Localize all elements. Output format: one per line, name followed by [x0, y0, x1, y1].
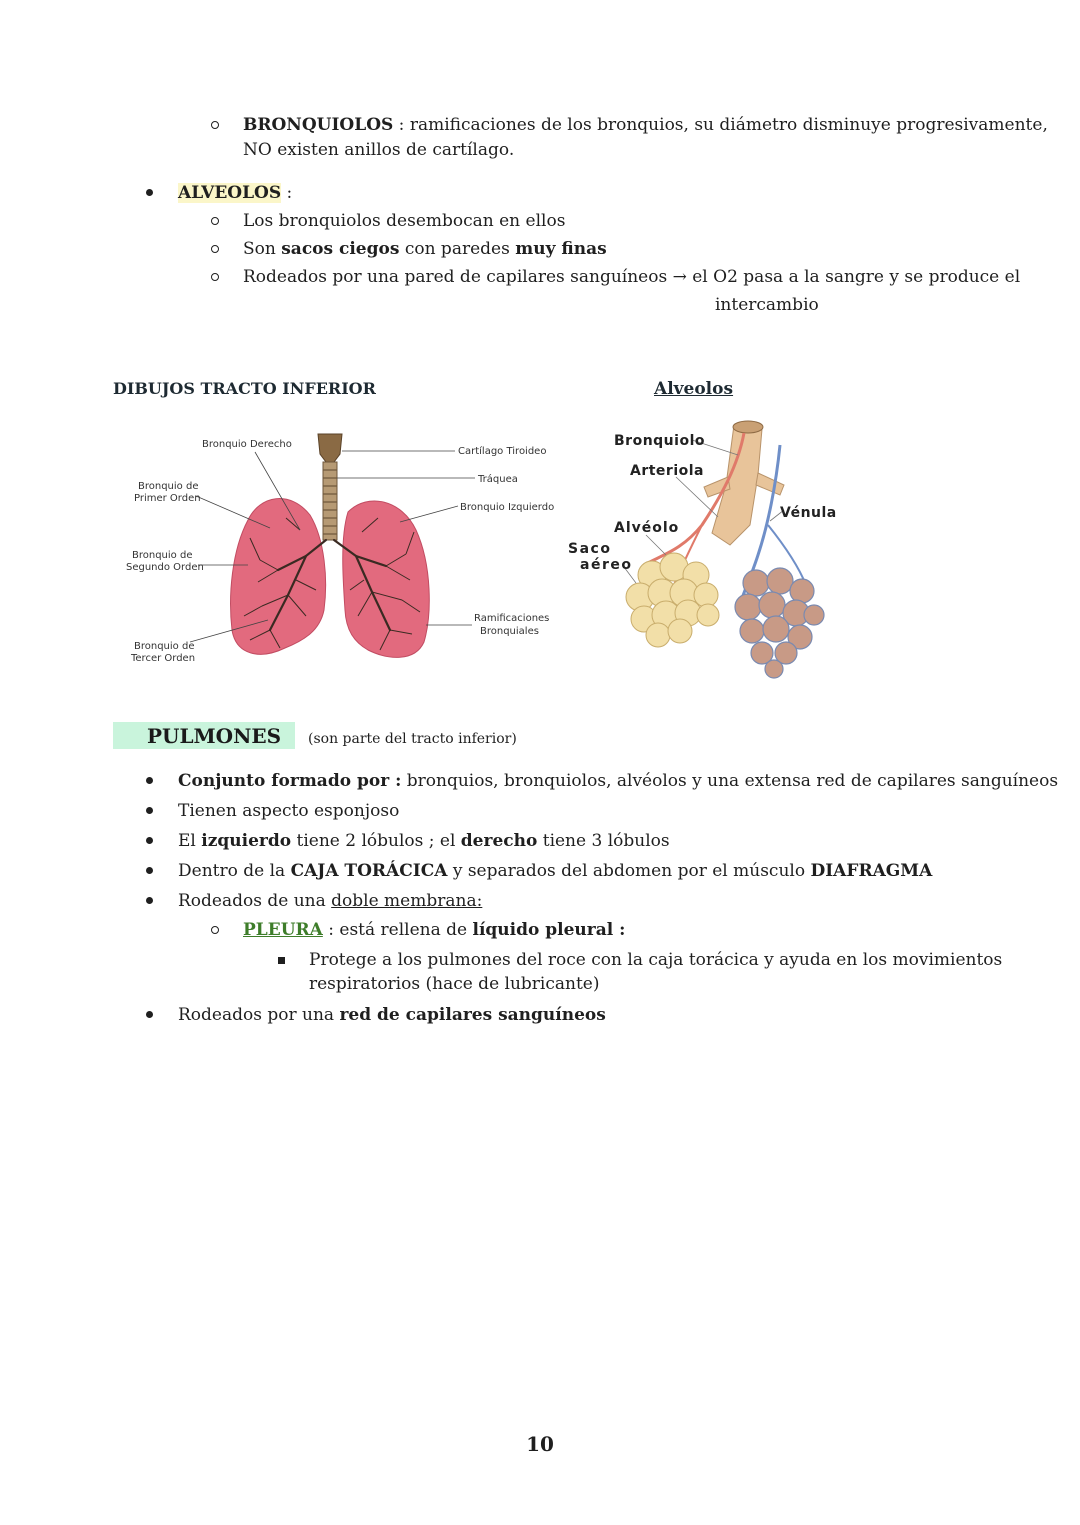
label-ramificaciones-1: Ramificaciones [474, 613, 550, 624]
label-tercer-orden-2: Tercer Orden [131, 653, 196, 664]
label-ramificaciones-2: Bronquiales [480, 626, 539, 637]
left-lung-shape [343, 501, 430, 657]
alveolos-item-2 [243, 237, 607, 261]
page-number: 10 [526, 1432, 554, 1456]
pulmones-heading: PULMONES [147, 724, 282, 748]
alveolos-heading [178, 181, 292, 205]
pulmones-bullet-3 [178, 829, 670, 853]
circle-bullet [211, 121, 219, 129]
underlined-text: doble membrana: [331, 891, 483, 911]
bold-text: muy finas [515, 239, 607, 259]
alveolos-item-3-line2: intercambio [715, 295, 819, 315]
alveolos-item-3-line1: Rodeados por una pared de capilares sanguíneos → el O2 pasa a la sangre y se produce el [243, 267, 1021, 287]
label-saco-1: Saco [568, 541, 612, 557]
label-segundo-orden-2: Segundo Orden [126, 562, 204, 573]
label-primer-orden-1: Bronquio de [138, 481, 199, 492]
dot-bullet [146, 807, 153, 814]
drawings-heading: DIBUJOS TRACTO INFERIOR [113, 379, 376, 398]
label-bronquiolo: Bronquiolo [614, 433, 705, 449]
pleura-sub-line2: respiratorios (hace de lubricante) [309, 974, 600, 994]
text: tiene 3 lóbulos [537, 831, 670, 851]
text: Rodeados de una [178, 891, 332, 911]
pleura-term: PLEURA [243, 920, 323, 940]
bold-text: derecho [460, 831, 538, 851]
bold-text: DIAFRAGMA [810, 861, 933, 881]
bronquiolos-line1 [243, 113, 1048, 137]
circle-bullet [211, 926, 219, 934]
circle-bullet [211, 245, 219, 253]
alveolos-term: ALVEOLOS [178, 183, 282, 203]
square-bullet [278, 957, 285, 964]
pulmones-note: (son parte del tracto inferior) [308, 731, 517, 747]
dot-bullet [146, 867, 153, 874]
pleura-line [243, 918, 625, 942]
bronchiole-opening [733, 421, 763, 433]
label-arteriola: Arteriola [630, 463, 704, 479]
bold-text: líquido pleural : [472, 920, 626, 940]
larynx-shape [318, 434, 342, 462]
pulmones-bullet-2: Tienen aspecto esponjoso [178, 801, 400, 821]
pulmones-bullet-4 [178, 859, 932, 883]
dot-bullet [146, 837, 153, 844]
label-primer-orden-2: Primer Orden [134, 493, 201, 504]
bold-text: red de capilares sanguíneos [339, 1005, 606, 1025]
dot-bullet [146, 1011, 153, 1018]
pulmones-bullet-5 [178, 889, 482, 913]
dot-bullet [146, 777, 153, 784]
bold-text: Conjunto formado por : [178, 771, 402, 791]
circle-bullet [211, 273, 219, 281]
label-bronquio-izquierdo: Bronquio Izquierdo [460, 502, 555, 513]
circle-bullet [211, 217, 219, 225]
alveolar-sac-vascular [735, 568, 824, 678]
label-segundo-orden-1: Bronquio de [132, 550, 193, 561]
text: : está rellena de [322, 920, 473, 940]
label-alveolo: Alvéolo [614, 520, 680, 536]
alveolos-item-1: Los bronquiolos desembocan en ellos [243, 211, 566, 231]
text: y separados del abdomen por el músculo [447, 861, 811, 881]
text: bronquios, bronquiolos, alvéolos y una extensa red de capilares sanguíneos [401, 771, 1059, 791]
dot-bullet [146, 897, 153, 904]
label-venula: Vénula [780, 505, 837, 521]
pleura-sub-line1: Protege a los pulmones del roce con la caja torácica y ayuda en los movimientos [309, 950, 1003, 970]
label-cartilago: Cartílago Tiroideo [458, 446, 547, 457]
branch-right [756, 473, 784, 495]
text: tiene 2 lóbulos ; el [291, 831, 461, 851]
bronquiolos-line2: NO existen anillos de cartílago. [243, 140, 515, 160]
bold-text: CAJA TORÁCICA [290, 861, 448, 881]
pulmones-bullet-1 [178, 769, 1058, 793]
bronquiolos-definition: : ramificaciones de los bronquios, su diámetro disminuye progresivamente, [393, 115, 1048, 135]
text: Son [243, 239, 282, 259]
bold-text: sacos ciegos [281, 239, 400, 259]
label-tercer-orden-1: Bronquio de [134, 641, 195, 652]
alveolar-sac-cream [626, 553, 719, 647]
label-saco-2: aéreo [580, 557, 633, 573]
text: con paredes [399, 239, 516, 259]
lungs-diagram [110, 420, 560, 680]
alveoli-diagram [562, 415, 842, 680]
text: Dentro de la [178, 861, 291, 881]
bold-text: izquierdo [201, 831, 292, 851]
bronquiolos-term: BRONQUIOLOS [243, 115, 394, 135]
alveolos-figure-title: Alveolos [654, 379, 734, 399]
dot-bullet [146, 189, 153, 196]
alveolos-colon: : [281, 183, 293, 203]
text: El [178, 831, 202, 851]
text: Rodeados por una [178, 1005, 340, 1025]
label-bronquio-derecho: Bronquio Derecho [202, 439, 292, 450]
right-lung-shape [231, 499, 326, 655]
trachea-shape [323, 462, 337, 540]
label-traquea: Tráquea [478, 474, 518, 485]
pulmones-bullet-6 [178, 1003, 606, 1027]
